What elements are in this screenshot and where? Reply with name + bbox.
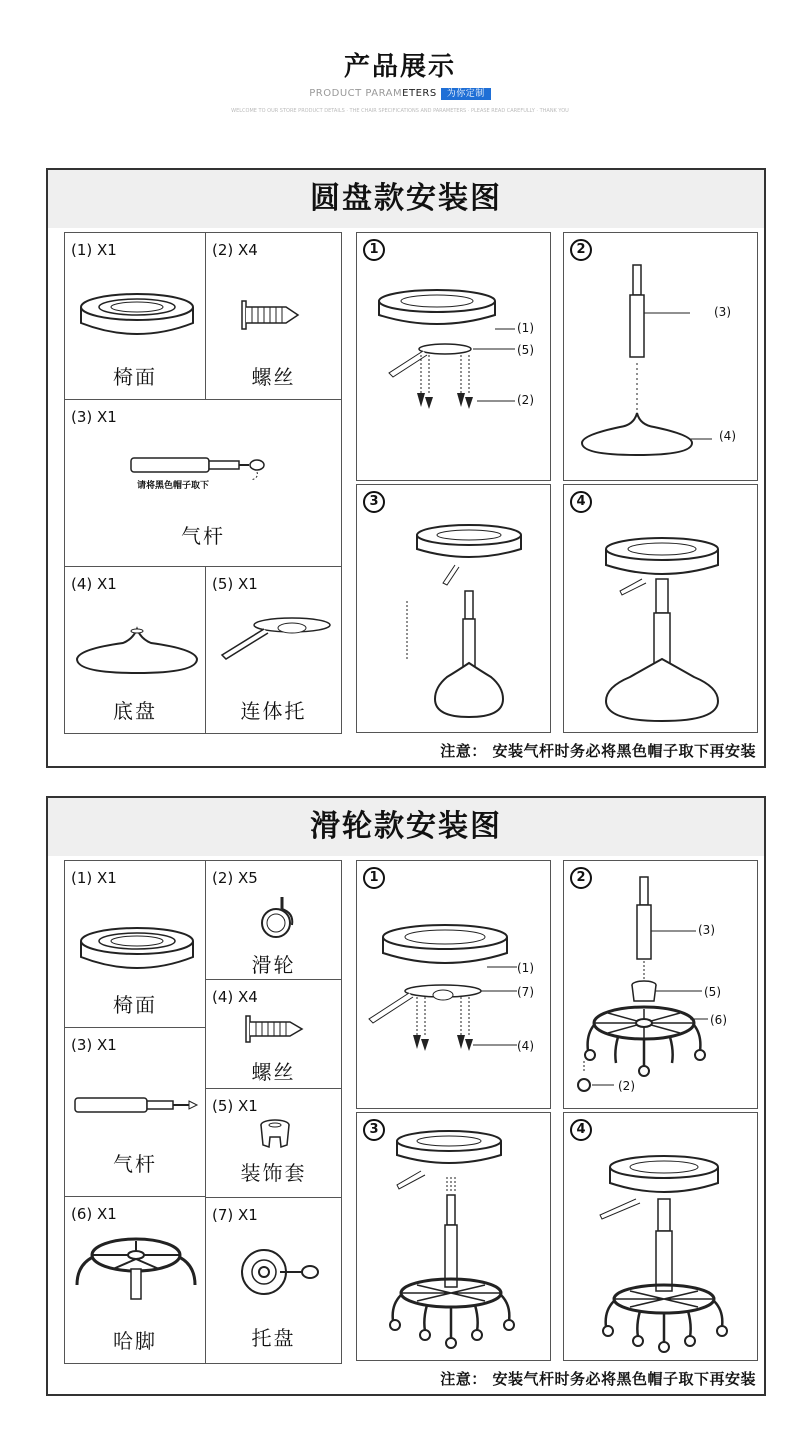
base-disk-icon bbox=[75, 625, 199, 675]
step3-diagram bbox=[377, 1123, 547, 1353]
callout: (4) bbox=[517, 1039, 534, 1053]
part-label: (3) X1 bbox=[71, 408, 117, 426]
part-name: 椅面 bbox=[113, 365, 157, 389]
part-name: 装饰套 bbox=[240, 1161, 307, 1185]
subtitle-tag: 为你定制 bbox=[441, 88, 491, 100]
step-3-cell bbox=[356, 484, 551, 733]
part-name: 气杆 bbox=[181, 524, 225, 548]
callout: (4) bbox=[719, 429, 736, 443]
part-name: 托盘 bbox=[251, 1326, 296, 1350]
installation-note: 注意： 安装气杆时务必将黑色帽子取下再安装 bbox=[440, 1370, 756, 1388]
part-label: (5) X1 bbox=[212, 1097, 258, 1115]
step-number: 3 bbox=[363, 1119, 385, 1141]
panel-caster-base bbox=[46, 796, 766, 1396]
callout: (6) bbox=[710, 1013, 727, 1027]
part-gas-lift bbox=[64, 1027, 206, 1197]
part-seat bbox=[64, 860, 206, 1028]
seat-icon bbox=[79, 927, 195, 977]
part-label: (2) X5 bbox=[212, 869, 258, 887]
step-number: 4 bbox=[570, 491, 592, 513]
step-1-cell bbox=[356, 232, 551, 481]
fine-print: WELCOME TO OUR STORE PRODUCT DETAILS · THE CHAIR SPECIFICATIONS AND PARAMETERS · PLEASE READ CAREFULLY · THANK YOU bbox=[231, 108, 569, 114]
screw-icon bbox=[242, 301, 302, 331]
step-4-cell bbox=[563, 484, 758, 733]
part-cover bbox=[205, 1088, 342, 1198]
part-name: 底盘 bbox=[113, 699, 157, 723]
panel-title: 圆盘款安装图 bbox=[48, 170, 764, 228]
part-name: 滑轮 bbox=[251, 953, 296, 977]
page-subtitle bbox=[0, 88, 800, 100]
part-footring bbox=[64, 1196, 206, 1364]
step-number: 1 bbox=[363, 239, 385, 261]
part-label: (4) X4 bbox=[212, 988, 258, 1006]
part-name: 哈脚 bbox=[113, 1329, 157, 1353]
step-number: 4 bbox=[570, 1119, 592, 1141]
callout: (1) bbox=[517, 321, 534, 335]
step2-diagram bbox=[578, 875, 758, 1101]
subtitle-dark: ETERS bbox=[402, 88, 437, 99]
part-label: (1) X1 bbox=[71, 241, 117, 259]
callout: (1) bbox=[517, 961, 534, 975]
callout: (7) bbox=[517, 985, 534, 999]
part-name: 螺丝 bbox=[251, 1060, 296, 1084]
part-gas-lift bbox=[64, 399, 342, 567]
step-number: 2 bbox=[570, 239, 592, 261]
callout: (3) bbox=[714, 305, 731, 319]
step-1-cell bbox=[356, 860, 551, 1109]
subtitle-light: PRODUCT PARAM bbox=[309, 88, 403, 99]
part-mechanism bbox=[205, 566, 342, 734]
step-2-cell bbox=[563, 232, 758, 481]
cover-icon bbox=[258, 1119, 292, 1149]
part-label: (2) X4 bbox=[212, 241, 258, 259]
callout: (5) bbox=[704, 985, 721, 999]
part-base-disk bbox=[64, 566, 206, 734]
mechanism-icon bbox=[220, 615, 332, 663]
installation-note: 注意： 安装气杆时务必将黑色帽子取下再安装 bbox=[440, 742, 756, 760]
step-3-cell bbox=[356, 1112, 551, 1361]
gas-lift-icon bbox=[75, 1096, 199, 1116]
callout: (2) bbox=[517, 393, 534, 407]
panel-round-base bbox=[46, 168, 766, 768]
part-label: (3) X1 bbox=[71, 1036, 117, 1054]
step-number: 2 bbox=[570, 867, 592, 889]
page-title: 产品展示 bbox=[343, 52, 456, 82]
part-label: (6) X1 bbox=[71, 1205, 117, 1223]
caster-icon bbox=[260, 895, 300, 941]
screw-icon bbox=[246, 1016, 306, 1046]
part-name: 螺丝 bbox=[251, 365, 296, 389]
page-header bbox=[0, 0, 800, 140]
callout: (5) bbox=[517, 343, 534, 357]
panel-title: 滑轮款安装图 bbox=[48, 798, 764, 856]
part-screw bbox=[205, 979, 342, 1089]
part-label: (4) X1 bbox=[71, 575, 117, 593]
step2-diagram bbox=[580, 263, 740, 463]
step4-diagram bbox=[586, 1153, 746, 1353]
part-name: 椅面 bbox=[113, 993, 157, 1017]
part-label: (1) X1 bbox=[71, 869, 117, 887]
seat-icon bbox=[79, 293, 195, 343]
part-tray bbox=[205, 1197, 342, 1364]
step-4-cell bbox=[563, 1112, 758, 1361]
gas-lift-caption: 请将黑色帽子取下 bbox=[137, 481, 210, 491]
callout: (3) bbox=[698, 923, 715, 937]
part-name: 连体托 bbox=[240, 699, 307, 723]
part-screw bbox=[205, 232, 342, 400]
part-caster bbox=[205, 860, 342, 980]
footring-icon bbox=[73, 1233, 199, 1313]
tray-icon bbox=[240, 1248, 320, 1298]
gas-lift-icon bbox=[131, 456, 271, 480]
step-number: 3 bbox=[363, 491, 385, 513]
part-name: 气杆 bbox=[113, 1152, 157, 1176]
callout: (2) bbox=[618, 1079, 635, 1093]
part-label: (5) X1 bbox=[212, 575, 258, 593]
part-label: (7) X1 bbox=[212, 1206, 258, 1224]
step-2-cell bbox=[563, 860, 758, 1109]
step4-diagram bbox=[590, 535, 740, 725]
step-number: 1 bbox=[363, 867, 385, 889]
part-seat bbox=[64, 232, 206, 400]
step3-diagram bbox=[387, 521, 537, 721]
